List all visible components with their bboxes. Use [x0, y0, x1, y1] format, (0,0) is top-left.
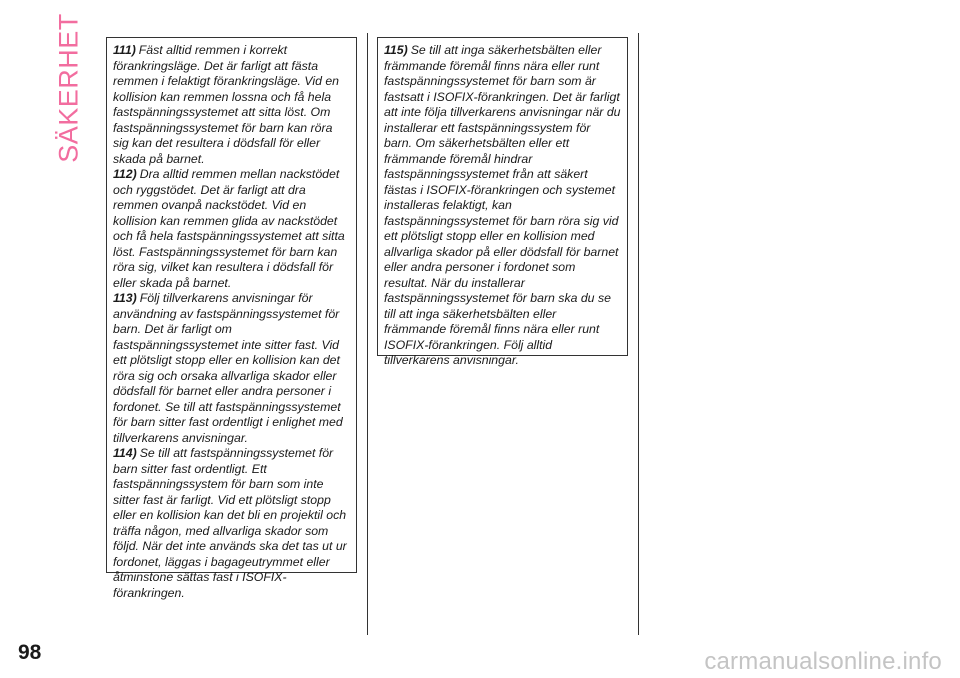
column-divider — [638, 33, 639, 635]
warning-number: 114) — [113, 446, 137, 460]
warning-paragraph — [113, 43, 350, 167]
section-title: SÄKERHET — [53, 13, 84, 163]
warning-box-left — [106, 37, 357, 600]
warning-paragraph — [113, 167, 350, 291]
warning-text: Se till att fastspänningssystemet för barn sitter fast ordentligt. Ett fastspänningssystem för barn som inte sitter fast är farligt. Vid ett plötsligt stopp eller en kollision kan det bli en projektil och träffa någon, med allvarliga skador som följd. När det inte används ska det tas ut ur fordonet, läggas i bagageutrymmet eller åtminstone sättas fast i ISOFIX-förankringen. — [113, 446, 347, 600]
warning-text: Fäst alltid remmen i korrekt förankringsläge. Det är farligt att fästa remmen i felaktigt förankringsläge. Vid en kollision kan remmen lossna och få hela fastspänningssystemet att sitta löst. Om fastspänningssystemet för barn kan röra sig kan det resultera i dödsfall för eller skada på barnet. — [113, 43, 340, 166]
warning-paragraph — [113, 446, 350, 601]
section-tab — [53, 13, 84, 163]
warning-number: 115) — [384, 43, 408, 57]
warning-text: Se till att inga säkerhetsbälten eller främmande föremål finns nära eller runt fastspänningssystemet för barn som är fastsatt i ISOFIX-förankringen. Det är farligt att inte följa tillverkarens anvisningar när du installerar ett fastspänningssystem för barn. Om säkerhetsbälten eller ett främmande föremål hindrar fastspänningssystemet från att säkert fästas i ISOFIX-förankringen och systemet installeras felaktigt, kan fastspänningssystemet för barn röra sig vid ett plötsligt stopp eller en kollision med allvarliga skador på eller dödsfall för barnet eller andra personer i fordonet som resultat. När du installerar fastspänningssystemet för barn ska du se till att inga säkerhetsbälten eller främmande föremål finns nära eller runt ISOFIX-förankringen. Följ alltid tillverkarens anvisningar. — [384, 43, 621, 367]
watermark-link[interactable]: carmanualsonline.info — [704, 648, 942, 675]
warning-paragraph — [113, 291, 350, 446]
warning-text: Dra alltid remmen mellan nackstödet och ryggstödet. Det är farligt att dra remmen ovanpå nackstödet. Vid en kollision kan remmen glida av nackstödet och få hela fastspänningssystemet att sitta löst. Fastspänningssystemet för barn kan röra sig, vilket kan resultera i dödsfall för eller skada på barnet. — [113, 167, 345, 290]
column-divider — [367, 33, 368, 635]
page-number: 98 — [18, 641, 42, 664]
warning-box-right — [377, 37, 628, 367]
warning-paragraph — [384, 43, 621, 369]
warning-number: 112) — [113, 167, 137, 181]
warning-text: Följ tillverkarens anvisningar för användning av fastspänningssystemet för barn. Det är farligt om fastspänningssystemet inte sitter fast. Vid ett plötsligt stopp eller en kollision kan det röra sig och orsaka allvarliga skador eller dödsfall för barnet eller andra personer i fordonet. Se till att fastspänningssystemet för barn sitter fast ordentligt i enlighet med tillverkarens anvisningar. — [113, 291, 343, 445]
warning-number: 113) — [113, 291, 137, 305]
warning-number: 111) — [113, 43, 136, 57]
